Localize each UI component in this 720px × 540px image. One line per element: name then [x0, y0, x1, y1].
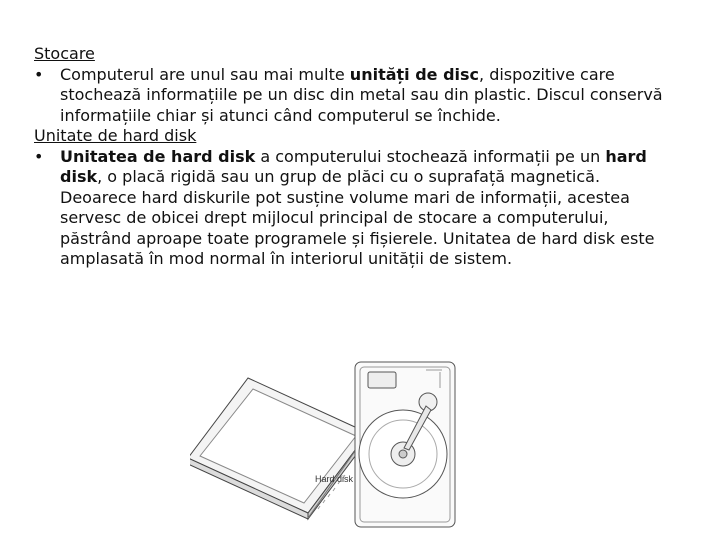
bullet-bold-term: Unitatea de hard disk [60, 146, 256, 166]
bullet-text: , o placă rigidă sau un grup de plăci cu o suprafață magnetică. Deoarece hard diskurile pot susține volume mari de informații, acestea servesc de obicei drept mijlocul principal de stocare a computerului, păstrând aproape toate programele și fișierele. Unitatea de hard disk este amplasată în mod normal în interiorul unității de sistem. [60, 167, 655, 268]
bullet-dot: • [34, 146, 44, 166]
bullet-text: a computerului stochează informații pe un [255, 146, 606, 166]
hard-disk-illustration [190, 358, 490, 533]
heading-stocare: Stocare [34, 44, 95, 63]
bullet-bold-term: unități de disc [349, 64, 480, 84]
hard-disk-image [190, 358, 490, 533]
bullet-text: Computerul are unul sau mai multe [60, 64, 350, 84]
bullet-hard-disk [34, 147, 674, 270]
bullet-bold-term: hard disk [60, 146, 647, 186]
closed-hard-drive [190, 378, 368, 519]
slide-content [34, 44, 674, 270]
bullet-stocare [34, 65, 674, 127]
figure-caption: Hard disk [315, 474, 354, 484]
open-hard-drive [355, 362, 455, 527]
bullet-text: , dispozitive care stochează informațiile pe un disc din metal sau din plastic. Discul conservă informațiile chiar și atunci când computerul se închide. [60, 64, 663, 125]
heading-hard-disk: Unitate de hard disk [34, 126, 197, 145]
bullet-dot: • [34, 64, 44, 84]
